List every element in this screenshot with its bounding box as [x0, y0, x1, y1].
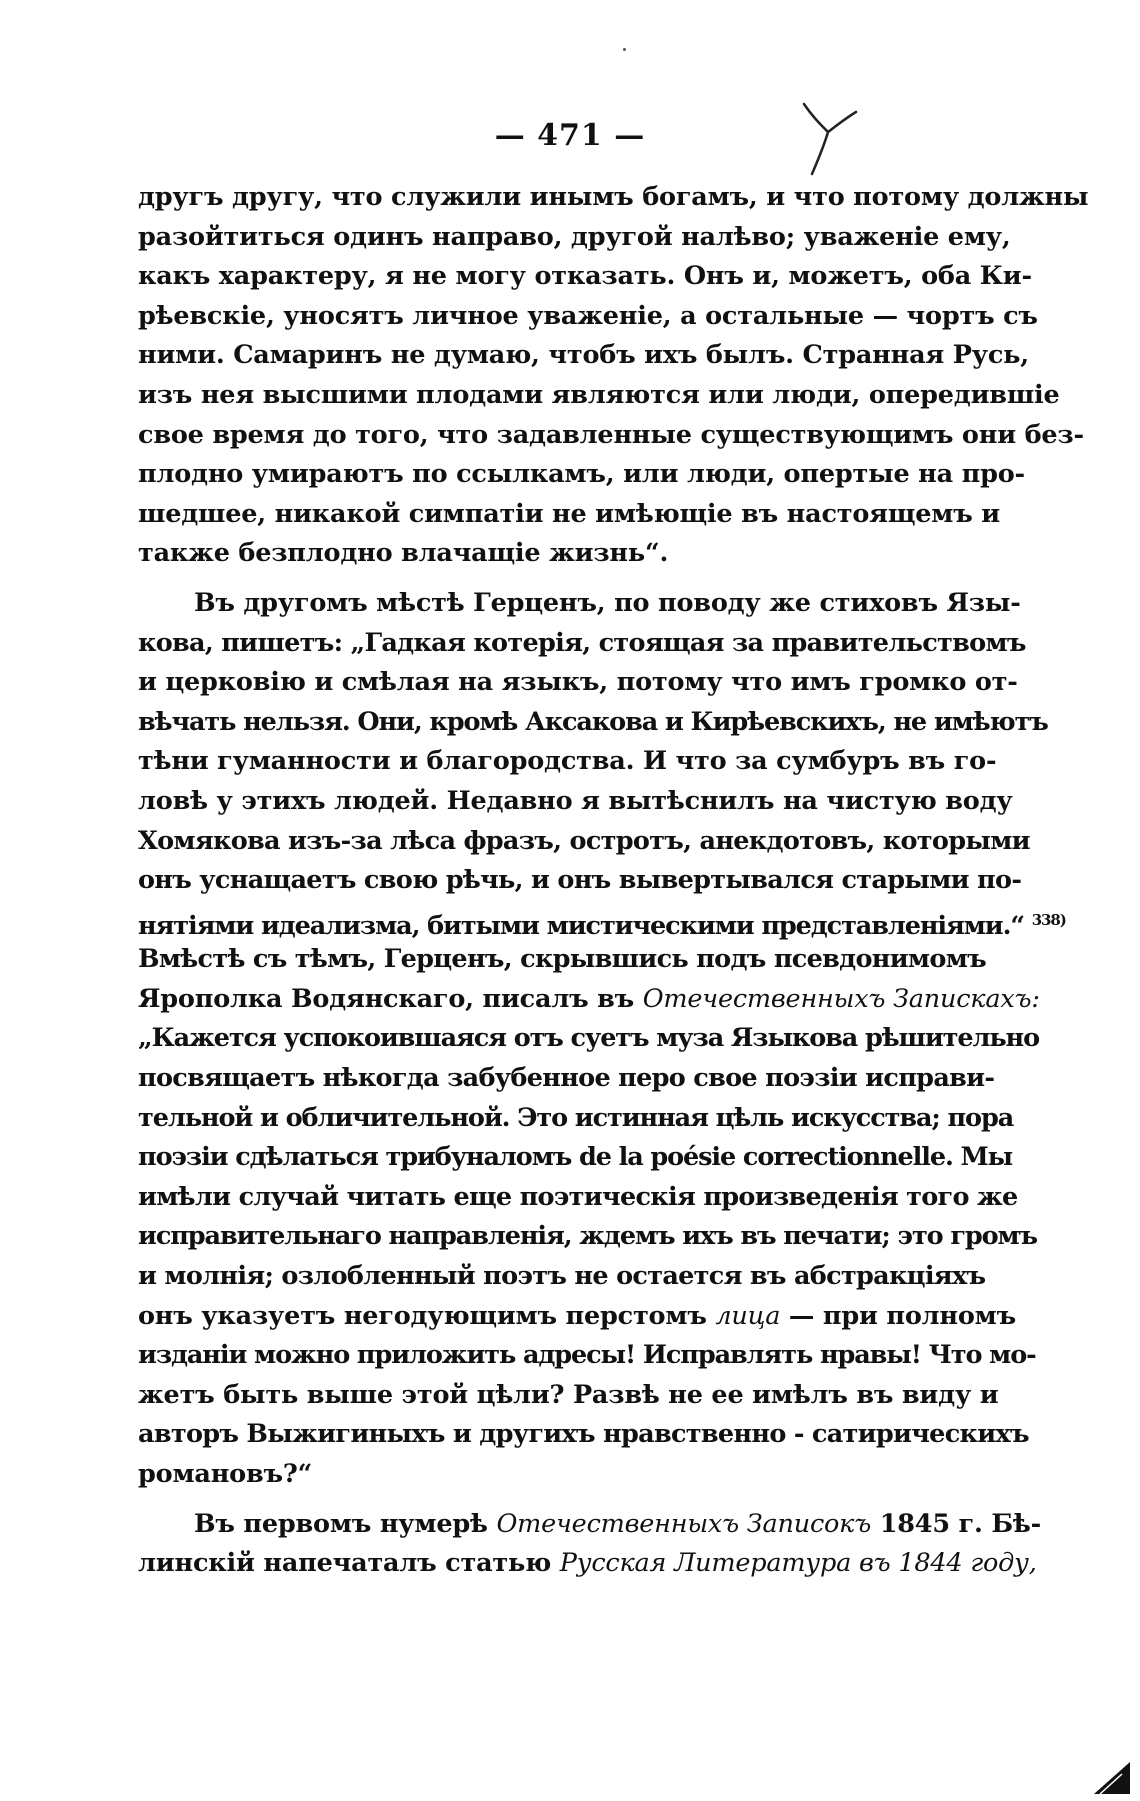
text-line: тельной и обличительной. Это истинная цѣль искусства; пора	[138, 1102, 1014, 1133]
text-line: романовъ?“	[138, 1459, 313, 1489]
text-line: вѣчать нельзя. Они, кромѣ Аксакова и Кирѣевскихъ, не имѣютъ	[138, 706, 1048, 737]
text-line: какъ характеру, я не могу отказать. Онъ и, можетъ, оба Ки-	[138, 261, 1032, 292]
body-text	[138, 178, 1089, 1584]
text-line: авторъ Выжигиныхъ и другихъ нравственно - сатирическихъ	[138, 1419, 1029, 1450]
text-line: поэзіи сдѣлаться трибуналомъ de la poésie correctionnelle. Мы	[138, 1142, 1013, 1173]
text-line: другъ другу, что служили инымъ богамъ, и что потому должны	[138, 182, 1089, 212]
italic-word: лица	[715, 1300, 781, 1331]
text-line: шедшее, никакой симпатіи не имѣющіе въ настоящемъ и	[138, 498, 1000, 529]
page-number: — 471 —	[494, 118, 646, 153]
page-corner-fold-icon	[1092, 1760, 1132, 1796]
text-run: онъ указуетъ негодующимъ перстомъ	[138, 1300, 716, 1331]
pencil-annotation-mark	[798, 98, 858, 178]
text-line: свое время до того, что задавленные существующимъ они без-	[138, 419, 1084, 450]
text-line: ловѣ у этихъ людей. Недавно я вытѣснилъ на чистую воду	[138, 785, 1013, 816]
text-line: тѣни гуманности и благородства. И что за сумбуръ въ го-	[138, 746, 997, 777]
text-line: Въ другомъ мѣстѣ Герценъ, по поводу же стиховъ Язы-	[194, 587, 1021, 618]
text-line	[138, 980, 1040, 1020]
footnote-ref: 338)	[1031, 910, 1066, 929]
text-line: ними. Самаринъ не думаю, чтобъ ихъ былъ. Странная Русь,	[138, 340, 1029, 371]
text-line: онъ уснащаетъ свою рѣчь, и онъ вывертывался старыми по-	[138, 865, 1022, 896]
text-line	[138, 1544, 1037, 1584]
text-run: 1845 г. Бѣ-	[871, 1508, 1042, 1539]
text-line: „Кажется успокоившаяся отъ суетъ муза Языкова рѣшительно	[138, 1023, 1040, 1054]
text-line	[138, 901, 1066, 941]
text-line: разойтиться одинъ направо, другой налѣво; уваженіе ему,	[138, 221, 1011, 252]
text-line: и церковію и смѣлая на языкъ, потому что имъ громко от-	[138, 667, 1018, 698]
scan-speck	[623, 48, 626, 51]
text-line: кова, пишетъ: „Гадкая котерія, стоящая за правительствомъ	[138, 627, 1026, 658]
text-line: также безплодно влачащіе жизнь“.	[138, 538, 669, 569]
quote-end: нятіями идеализма, битыми мистическими представленіями.“	[138, 910, 1024, 941]
text-line: исправительнаго направленія, ждемъ ихъ въ печати; это громъ	[138, 1221, 1038, 1252]
text-line: плодно умираютъ по ссылкамъ, или люди, опертые на про-	[138, 459, 1025, 490]
text-line: имѣли случай читать еще поэтическія произведенія того же	[138, 1181, 1018, 1212]
text-line: Вмѣстѣ съ тѣмъ, Герценъ, скрывшись подъ псевдонимомъ	[138, 944, 987, 975]
text-line: изъ нея высшими плодами являются или люди, опередившіе	[138, 379, 1060, 410]
text-line: и молнія; озлобленный поэтъ не остается въ абстракціяхъ	[138, 1261, 986, 1292]
text-run: линскій напечаталъ статью	[138, 1548, 560, 1579]
text-line	[138, 1297, 1016, 1337]
article-title: Русская Литература въ 1844 году,	[559, 1548, 1037, 1579]
text-line	[138, 1505, 1042, 1545]
text-line: изданіи можно приложить адресы! Исправлять нравы! Что мо-	[138, 1340, 1036, 1371]
text-line: рѣевскіе, уносятъ личное уваженіе, а остальные — чортъ съ	[138, 300, 1038, 331]
text-line: Хомякова изъ-за лѣса фразъ, остротъ, анекдотовъ, которыми	[138, 825, 1030, 856]
journal-title: Отечественныхъ Записокъ	[496, 1508, 872, 1539]
text-line: жетъ быть выше этой цѣли? Развѣ не ее имѣлъ въ виду и	[138, 1379, 999, 1410]
journal-title: Отечественныхъ Запискахъ:	[642, 983, 1040, 1014]
text-run: Въ первомъ нумерѣ	[194, 1508, 497, 1539]
text-run: — при полномъ	[780, 1300, 1016, 1331]
text-run: Ярополка Водянскаго, писалъ въ	[138, 983, 643, 1014]
text-line: посвящаетъ нѣкогда забубенное перо свое поэзіи исправи-	[138, 1063, 995, 1094]
